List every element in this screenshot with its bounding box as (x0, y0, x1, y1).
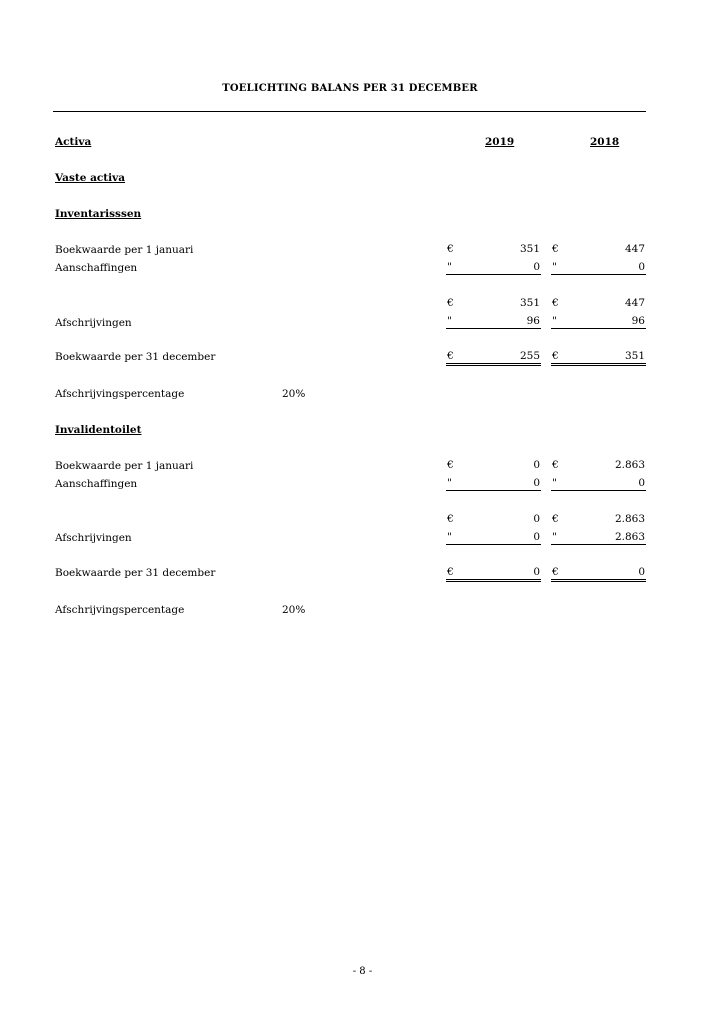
amount: 447 (624, 243, 645, 255)
amount: 0 (533, 459, 540, 471)
cell-2018-afschrijvingen (551, 530, 646, 545)
cell-2019-subtotal (446, 512, 541, 526)
currency-symbol: € (552, 297, 559, 309)
cell-2018-aanschaffingen (551, 476, 646, 491)
amount: 2.863 (614, 513, 645, 525)
amount: 0 (533, 477, 540, 489)
amount: 2.863 (614, 459, 645, 471)
ditto-mark: " (447, 531, 452, 543)
ditto-mark: " (447, 477, 452, 489)
currency-symbol: € (552, 459, 559, 471)
currency-symbol: € (552, 513, 559, 525)
cell-2018-subtotal (551, 296, 646, 310)
amount: 255 (519, 350, 540, 362)
currency-symbol: € (552, 350, 559, 362)
row-label-afschrijvingen: Afschrijvingen (55, 532, 132, 544)
ditto-mark: " (552, 315, 557, 327)
amount: 0 (638, 566, 645, 578)
amount: 2.863 (614, 531, 645, 543)
pct-value: 20% (282, 388, 306, 400)
row-label-aanschaffingen: Aanschaffingen (55, 262, 138, 274)
year-2018-header: 2018 (590, 136, 620, 148)
group-heading-invalidentoilet: Invalidentoilet (55, 424, 142, 436)
pct-label: Afschrijvingspercentage (55, 388, 185, 400)
currency-symbol: € (447, 350, 454, 362)
amount: 351 (519, 243, 540, 255)
ditto-mark: " (552, 531, 557, 543)
cell-2018-begin (551, 242, 646, 256)
ditto-mark: " (447, 315, 452, 327)
page-number: - 8 - (352, 966, 373, 977)
cell-2019-aanschaffingen (446, 260, 541, 275)
amount: 0 (638, 261, 645, 273)
pct-label: Afschrijvingspercentage (55, 604, 185, 616)
cell-2018-afschrijvingen (551, 314, 646, 329)
ditto-mark: " (552, 477, 557, 489)
currency-symbol: € (552, 243, 559, 255)
cell-2018-eind (551, 565, 646, 582)
activa-heading: Activa (55, 136, 92, 148)
cell-2019-begin (446, 242, 541, 256)
vaste-activa-heading: Vaste activa (55, 172, 126, 184)
cell-2019-subtotal (446, 296, 541, 310)
amount: 447 (624, 297, 645, 309)
cell-2019-aanschaffingen (446, 476, 541, 491)
amount: 96 (526, 315, 540, 327)
cell-2018-subtotal (551, 512, 646, 526)
amount: 0 (638, 477, 645, 489)
amount: 0 (533, 513, 540, 525)
year-2019-header: 2019 (485, 136, 515, 148)
currency-symbol: € (552, 566, 559, 578)
currency-symbol: € (447, 513, 454, 525)
currency-symbol: € (447, 566, 454, 578)
amount: 0 (533, 261, 540, 273)
pct-value: 20% (282, 604, 306, 616)
row-label-aanschaffingen: Aanschaffingen (55, 478, 138, 490)
cell-2018-begin (551, 458, 646, 472)
row-label-afschrijvingen: Afschrijvingen (55, 317, 132, 329)
amount: 96 (631, 315, 645, 327)
page-title: TOELICHTING BALANS PER 31 DECEMBER (222, 83, 478, 94)
row-label-eind: Boekwaarde per 31 december (55, 567, 216, 579)
amount: 351 (624, 350, 645, 362)
cell-2019-afschrijvingen (446, 530, 541, 545)
cell-2019-eind (446, 565, 541, 582)
ditto-mark: " (552, 261, 557, 273)
cell-2018-eind (551, 349, 646, 366)
cell-2019-begin (446, 458, 541, 472)
row-label-begin: Boekwaarde per 1 januari (55, 244, 194, 256)
title-divider (53, 111, 646, 112)
ditto-mark: " (447, 261, 452, 273)
cell-2018-aanschaffingen (551, 260, 646, 275)
group-heading-inventarissen: Inventarisssen (55, 208, 142, 220)
amount: 0 (533, 566, 540, 578)
amount: 351 (519, 297, 540, 309)
row-label-begin: Boekwaarde per 1 januari (55, 460, 194, 472)
currency-symbol: € (447, 459, 454, 471)
currency-symbol: € (447, 297, 454, 309)
cell-2019-afschrijvingen (446, 314, 541, 329)
amount: 0 (533, 531, 540, 543)
row-label-eind: Boekwaarde per 31 december (55, 351, 216, 363)
cell-2019-eind (446, 349, 541, 366)
currency-symbol: € (447, 243, 454, 255)
